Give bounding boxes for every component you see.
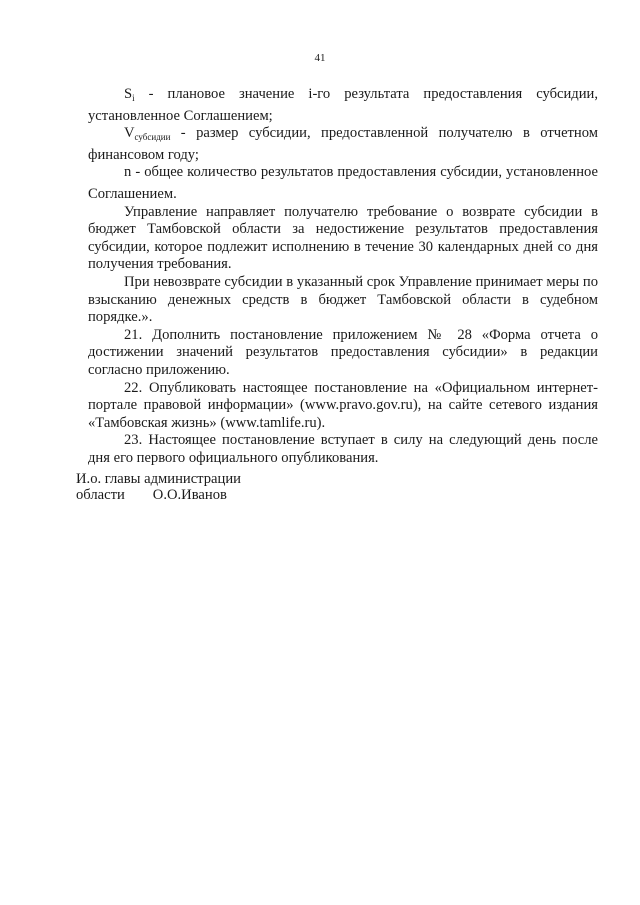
term-description: - общее количество результатов предоставления субсидии, установленное Соглашением. — [88, 164, 598, 202]
formula-term-s — [88, 86, 598, 125]
paragraph-recovery: При невозврате субсидии в указанный срок Управление принимает меры по взысканию денежных средств в бюджет Тамбовской области в судебном порядке.». — [88, 273, 598, 326]
paragraph-item-23: 23. Настоящее постановление вступает в силу на следующий день после дня его первого официального опубликования. — [88, 432, 598, 466]
paragraph-item-21: 21. Дополнить постановление приложением № 28 «Форма отчета о достижении значений результатов предоставления субсидии» в редакции согласно приложению. — [88, 326, 598, 378]
document-body — [88, 86, 598, 467]
term-symbol: V — [124, 125, 135, 142]
term-description: - плановое значение i-го результата предоставления субсидии, установленное Соглашением; — [88, 86, 598, 124]
signatory-name: О.О.Иванов — [152, 487, 227, 503]
signatory-position-line2: области — [76, 487, 125, 503]
formula-term-n — [88, 164, 598, 203]
paragraph-refund-request: Управление направляет получателю требование о возврате субсидии в бюджет Тамбовской области за недостижение результатов предоставления субсидии, которое подлежит исполнению в течение 30 календарных дней со дня получения требования. — [88, 203, 598, 273]
signatory-position-line1: И.о. главы администрации — [76, 471, 241, 487]
formula-term-v — [88, 125, 598, 164]
signatory-line2 — [76, 487, 241, 503]
page-number: 41 — [314, 52, 326, 64]
term-description: - размер субсидии, предоставленной получателю в отчетном финансовом году; — [88, 125, 598, 163]
term-subscript: субсидии — [134, 132, 171, 143]
paragraph-item-22: 22. Опубликовать настоящее постановление на «Официальном интернет-портале правовой информации» (www.pravo.gov.ru), на сайте сетевого издания «Тамбовская жизнь» (www.tamlife.ru). — [88, 379, 598, 431]
signature-block — [76, 471, 241, 503]
term-subscript: i — [132, 93, 135, 103]
term-symbol: S — [124, 86, 133, 102]
term-symbol: n — [124, 164, 132, 181]
